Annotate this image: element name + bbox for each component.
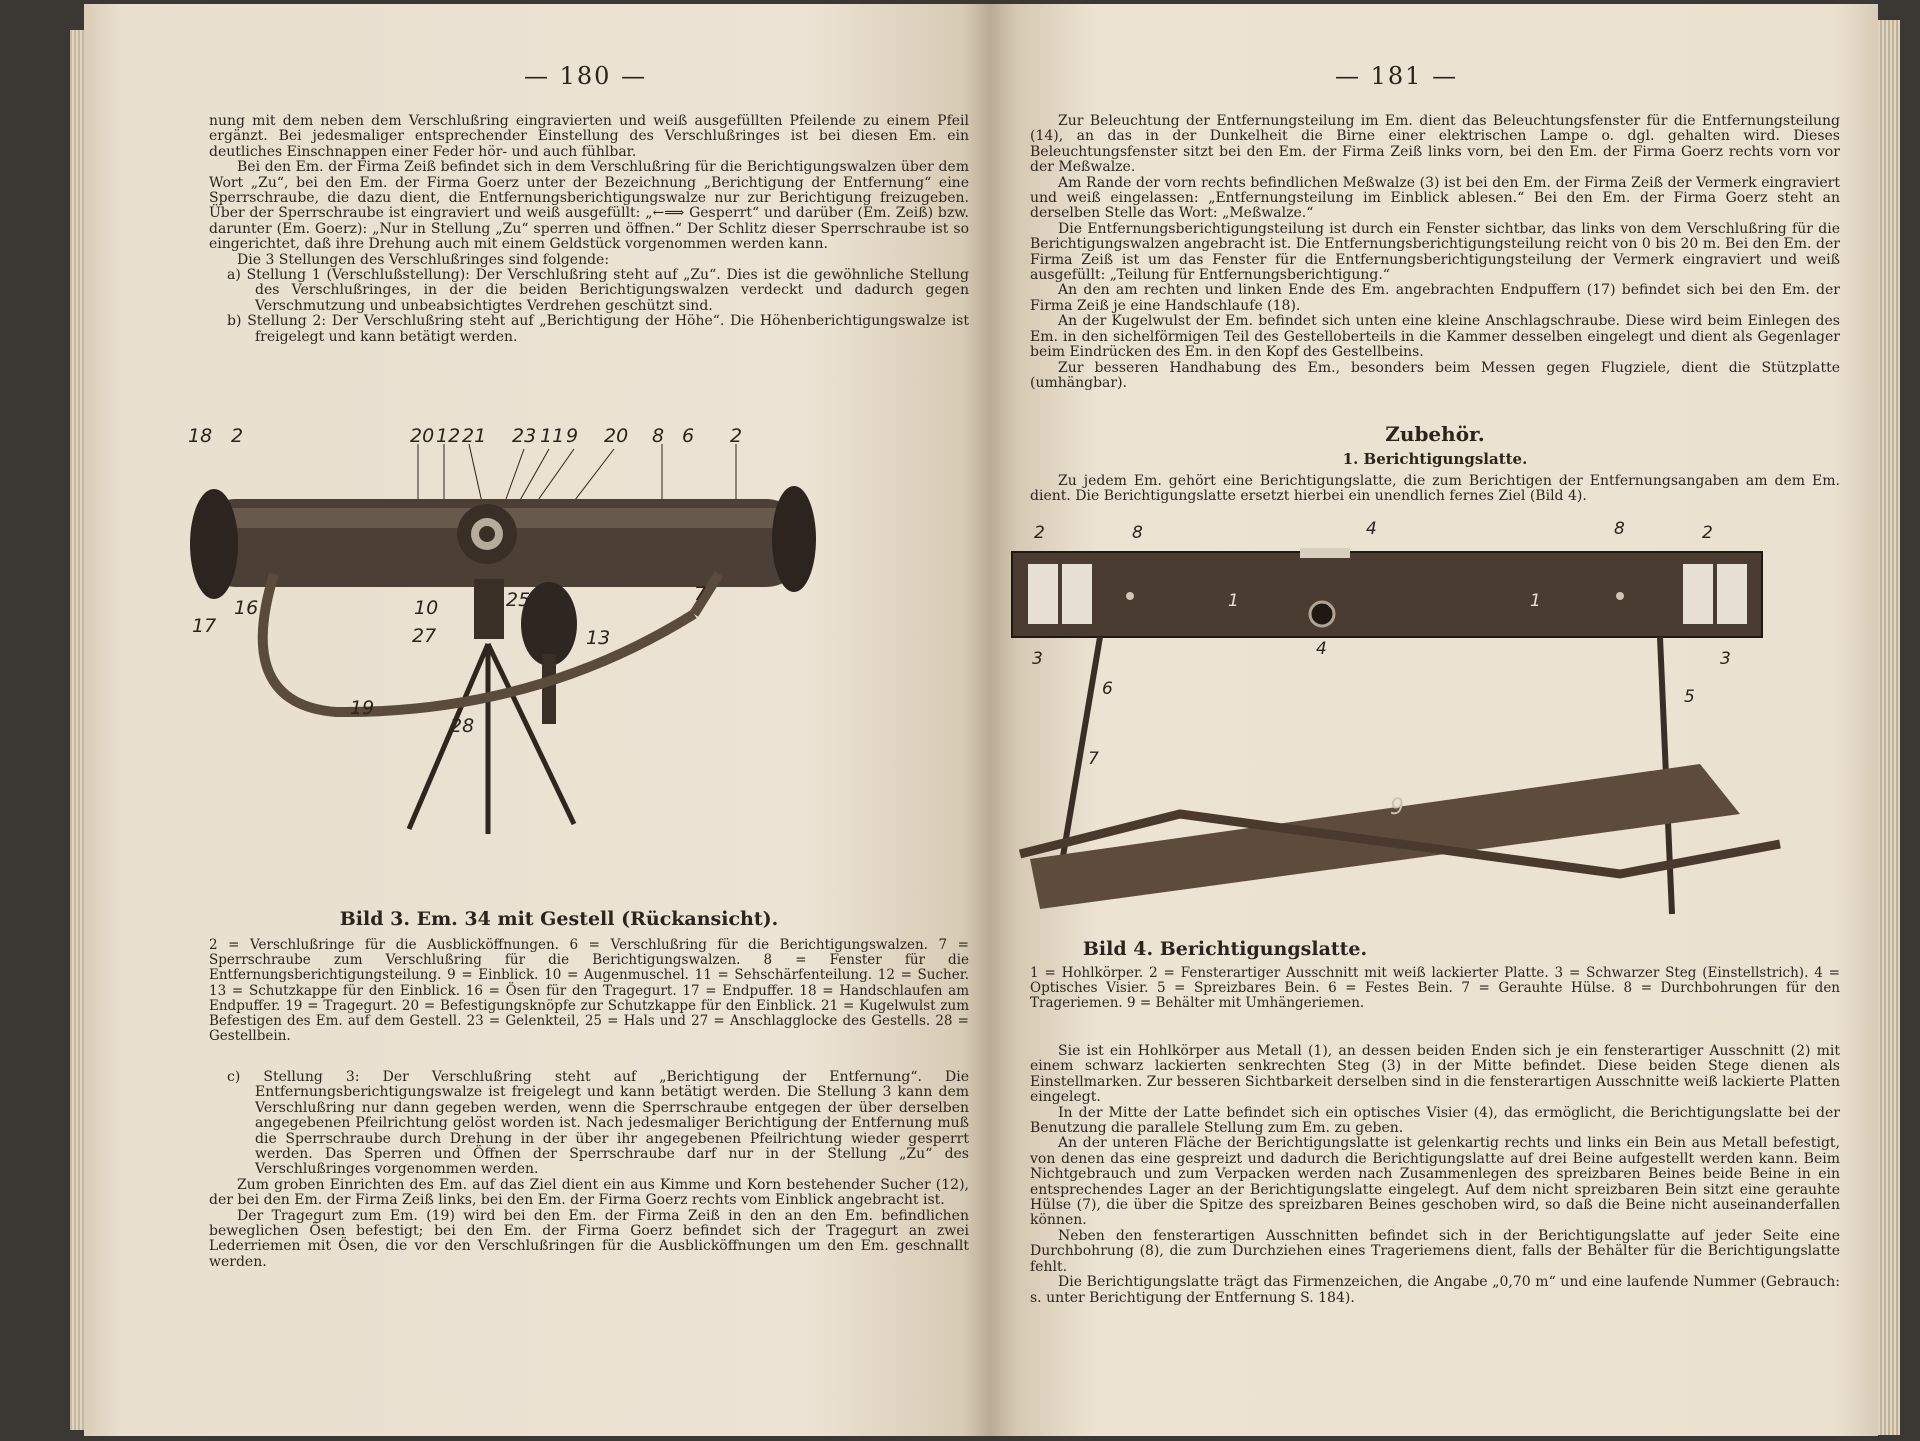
paragraph: An der Kugelwulst der Em. befindet sich unten eine kleine Anschlagschraube. Diese wird beim Einlegen des Em. in den sichelförmigen Teil des Gestelloberteils in die Kammer desselben eingelegt und dient als Gegenlager beim Eindrücken des Em. in den Kopf des Gestellbeins.: [1030, 313, 1840, 361]
figure-label: 3: [1032, 649, 1043, 669]
figure-label: 21: [462, 425, 487, 447]
figure-label: 16: [234, 597, 259, 619]
list-item: b) Stellung 2: Der Verschlußring steht auf „Berichtigung der Höhe“. Die Höhenberichtigungswalze ist freigelegt und kann betätigt werden.: [227, 313, 969, 345]
figure-label: 4: [1316, 639, 1327, 659]
carrying-case: [1030, 764, 1740, 909]
figure-label: 23: [512, 425, 537, 447]
figure-caption: Bild 3. Em. 34 mit Gestell (Rückansicht).: [339, 908, 779, 930]
right-endpuffer: [772, 486, 816, 592]
paragraph: Zur besseren Handhabung des Em., besonders beim Messen gegen Flugziele, dient die Stützplatte (umhängbar).: [1030, 359, 1840, 391]
figure-label: 9: [566, 425, 579, 447]
figure-label: 12: [436, 425, 461, 447]
paragraph: Zum groben Einrichten des Em. auf das Ziel dient ein aus Kimme und Korn bestehender Sucher (12), der bei den Em. der Firma Zeiß links, bei den Em. der Firma Goerz rechts vom Einblick angebracht ist.: [209, 1176, 969, 1209]
figure-label: 2: [1702, 523, 1713, 543]
intro-paragraph: Zu jedem Em. gehört eine Berichtigungslatte, die zum Berichtigen der Entfernungsangaben am dem Em. dient. Die Berichtigungslatte ersetzt hierbei ein unendlich fernes Ziel (Bild 4).: [1030, 473, 1840, 505]
figure-label: 7: [694, 583, 707, 605]
paragraph: nung mit dem neben dem Verschlußring eingravierten und weiß ausgefüllten Pfeilende zu einem Pfeil ergänzt. Bei jedesmaliger entsprechender Einstellung des Verschlußringes ist bei diesen Em. ein deutliches Einschnappen einer Feder hör- und auch fühlbar.: [209, 113, 969, 160]
figure-label: 2: [231, 425, 244, 447]
page-number: — 181 —: [1335, 62, 1459, 90]
figure-label: 7: [1088, 749, 1099, 769]
paragraph: Die Berichtigungslatte trägt das Firmenzeichen, die Angabe „0,70 m“ und eine laufende Nummer (Gebrauch: s. unter Berichtigung der Entfernung S. 184).: [1030, 1274, 1840, 1306]
left-endpuffer: [190, 489, 238, 599]
paragraph: Zur Beleuchtung der Entfernungsteilung im Em. dient das Beleuchtungsfenster für die Entfernungsteilung (14), an das in der Dunkelheit die Birne einer elektrischen Lampe o. dgl. gehalten wird. Dieses Beleuchtungsfenster sitzt bei den Em. der Firma Zeiß links vorn, bei den Em. der Firma Goerz rechts vorn vor der Meßwalze.: [1030, 113, 1840, 176]
figure-label: 2: [1034, 523, 1045, 543]
figure-caption: Bild 4. Berichtigungslatte.: [1082, 938, 1368, 960]
figure-label: 18: [188, 425, 213, 447]
paragraph: Sie ist ein Hohlkörper aus Metall (1), an dessen beiden Enden sich je ein fensterartiger Ausschnitt (2) mit einem schwarz lackierten senkrechten Steg (3) in der Mitte befindet. Diese beiden Stege dienen als Einstellmarken. Zur besseren Sichtbarkeit derselben sind in die fensterartigen Ausschnitte weiß lackierte Platten eingelegt.: [1030, 1043, 1840, 1106]
right-bottom-text: [1030, 1044, 1840, 1306]
figure-label: 10: [414, 597, 439, 619]
calibration-bar-figure: [1000, 514, 1870, 934]
figure-label: 20: [410, 425, 435, 447]
paragraph: Bei den Em. der Firma Zeiß befindet sich in dem Verschlußring für die Berichtigungswalzen über dem Wort „Zu“, bei den Em. der Firma Goerz unter der Bezeichnung „Berichtigung der Entfernung“ eine Sperrschraube, die dazu dient, die Entfernungsberichtigungswalze nur zur Berichtigung freizugeben. Über der Sperrschraube ist eingraviert und weiß ausgefüllt: „←⟹ Gesperrt“ und darüber (Em. Zeiß) bzw. darunter (Em. Goerz): „Nur in Stellung „Zu“ sperren und öffnen.“ Der Schlitz dieser Sperrschraube ist so eingerichtet, daß ihre Drehung auch mit einem Geldstück vorgenommen werden kann.: [209, 159, 969, 253]
list-item: c) Stellung 3: Der Verschlußring steht auf „Berichtigung der Entfernung“. Die Entfernungsberichtigungswalze ist freigelegt und kann betätigt werden. Die Stellung 3 kann dem Verschlußring nur dann gegeben werden, wenn die Sperrschraube entgegen der über derselben angegebenen Pfeilrichtung gelöst worden ist. Nach jedesmaliger Berichtigung der Entfernung muß die Sperrschraube durch Drehung in der über ihr angegebenen Pfeilrichtung wieder gesperrt werden. Das Sperren und Öffnen der Sperrschraube darf nur in der Stellung „Zu“ des Verschlußringes vorgenommen werden.: [227, 1069, 969, 1178]
paragraph: Der Tragegurt zum Em. (19) wird bei den Em. der Firma Zeiß in den an den Em. befindlichen beweglichen Ösen befestigt; bei den Em. der Firma Goerz befindet sich der Tragegurt an zwei Lederriemen mit Ösen, die vor den Verschlußringen für die Ausblicköffnungen um den Em. geschnallt werden.: [209, 1207, 969, 1270]
figure-label: 6: [682, 425, 695, 447]
figure-legend: 2 = Verschlußringe für die Ausblicköffnungen. 6 = Verschlußring für die Berichtigungswalzen. 7 = Sperrschraube zum Verschlußring für die Berichtigungswalzen. 8 = Fenster für die Entfernungsberichtigungsteilung. 9 = Einblick. 10 = Augenmuschel. 11 = Sehschärfenteilung. 12 = Sucher. 13 = Schutzkappe für den Einblick. 16 = Ösen für den Tragegurt. 17 = Endpuffer. 18 = Handschlaufen am Endpuffer. 19 = Tragegurt. 20 = Befestigungsknöpfe zur Schutzkappe für den Einblick. 21 = Kugelwulst zum Befestigen des Em. auf dem Gestell. 23 = Gelenkteil, 25 = Hals und 27 = Anschlagglocke des Gestells. 28 = Gestellbein.: [209, 937, 969, 1045]
figure-label: 13: [586, 627, 611, 649]
figure-label: 3: [1720, 649, 1731, 669]
figure-label: 20: [604, 425, 629, 447]
figure-label: 8: [652, 425, 665, 447]
paragraph: An den am rechten und linken Ende des Em. angebrachten Endpuffern (17) befindet sich bei den Em. der Firma Zeiß je eine Handschlaufe (18).: [1030, 282, 1840, 314]
figure-label: 6: [1102, 679, 1113, 699]
paragraph: An der unteren Fläche der Berichtigungslatte ist gelenkartig rechts und links ein Bein aus Metall befestigt, von denen das eine gespreizt und dadurch die Berichtigungslatte auf drei Beine aufgestellt werden kann. Beim Nichtgebrauch und zum Verpacken werden nach Zusammenlegen des spreizbaren Beines beide Beine in ein entsprechendes Lager an der Berichtigungslatte eingelegt. Auf dem nicht spreizbaren Bein sitzt eine gerauhte Hülse (7), die über die Spitze des spreizbaren Beines geschoben wird, so daß die Beine nicht auseinanderfallen können.: [1030, 1135, 1840, 1229]
figure-label: 8: [1614, 519, 1625, 539]
right-page-stack: [1878, 20, 1900, 1435]
section-heading: Zubehör.: [1385, 422, 1485, 446]
right-page: [990, 4, 1878, 1436]
figure-label: 28: [450, 715, 475, 737]
left-page: [84, 4, 990, 1436]
rangefinder-figure: [174, 414, 974, 904]
paragraph: Die 3 Stellungen des Verschlußringes sind folgende:: [237, 251, 610, 268]
right-top-text: [1030, 114, 1840, 391]
figure-label: 27: [412, 625, 437, 647]
paragraph: Neben den fensterartigen Ausschnitten befindet sich in der Berichtigungslatte auf jeder Seite eine Durchbohrung (8), die zum Durchziehen eines Trageriemens dient, falls der Behälter für die Berichtigungslatte fehlt.: [1030, 1227, 1840, 1275]
left-bottom-text: [209, 1070, 969, 1270]
paragraph: Die Entfernungsberichtigungsteilung ist durch ein Fenster sichtbar, das links von dem Verschlußring für die Berichtigungswalzen angebracht ist. Die Entfernungsberichtigungsteilung reicht von 0 bis 20 m. Bei den Em. der Firma Zeiß ist um das Fenster für die Entfernungsberichtigungsteilung der Vermerk eingraviert und weiß ausgefüllt: „Teilung für Entfernungsberichtigung.“: [1030, 220, 1840, 284]
figure-label: 1: [1530, 591, 1541, 611]
figure-legend: 1 = Hohlkörper. 2 = Fensterartiger Ausschnitt mit weiß lackierter Platte. 3 = Schwarzer Steg (Einstellstrich). 4 = Optisches Visier. 5 = Spreizbares Bein. 6 = Festes Bein. 7 = Gerauhte Hülse. 8 = Durchbohrungen für den Trageriemen. 9 = Behälter mit Umhängeriemen.: [1030, 965, 1840, 1012]
figure-label: 8: [1132, 523, 1143, 543]
figure-label: 11: [540, 425, 565, 447]
figure-label: 2: [730, 425, 743, 447]
figure-label: 5: [1684, 687, 1695, 707]
subsection-heading: 1. Berichtigungslatte.: [1342, 450, 1528, 468]
figure-label: 25: [506, 589, 531, 611]
page-number: — 180 —: [524, 62, 648, 90]
paragraph: In der Mitte der Latte befindet sich ein optisches Visier (4), das ermöglicht, die Berichtigungslatte bei der Benutzung die parallele Stellung zum Em. zu geben.: [1030, 1104, 1840, 1137]
figure-label: 19: [350, 697, 375, 719]
bar-body: [1012, 552, 1762, 637]
figure-label: 4: [1366, 519, 1377, 539]
figure-label: 9: [1390, 795, 1404, 820]
list-item: a) Stellung 1 (Verschlußstellung): Der Verschlußring steht auf „Zu“. Dies ist die gewöhnliche Stellung des Verschlußringes, in der die beiden Berichtigungswalzen verdeckt und dadurch gegen Verschmutzung und unbeabsichtigtes Verdrehen geschützt sind.: [227, 267, 969, 314]
figure-label: 17: [192, 615, 217, 637]
figure-label: 1: [1228, 591, 1239, 611]
left-top-text: [209, 114, 969, 345]
paragraph: Am Rande der vorn rechts befindlichen Meßwalze (3) ist bei den Em. der Firma Zeiß der Vermerk eingraviert und weiß eingelassen: „Entfernungsteilung im Einblick ablesen.“ Bei den Em. der Firma Goerz steht an derselben Stelle das Wort: „Meßwalze.“: [1030, 174, 1840, 222]
